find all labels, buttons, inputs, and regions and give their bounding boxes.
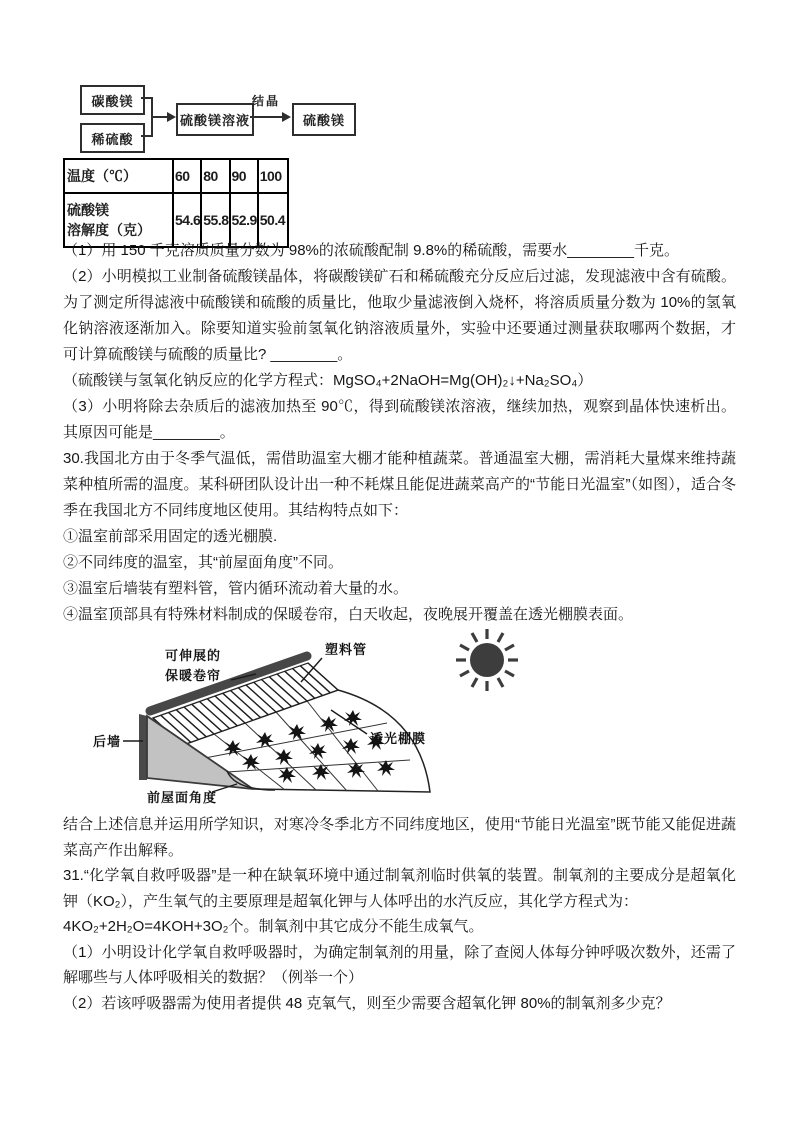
back-wall-edge <box>139 714 147 780</box>
table-row <box>64 159 288 193</box>
solubility-label-line2: 溶解度（克） <box>67 222 151 238</box>
table-temp-value: 60 <box>173 159 201 193</box>
table-header-temperature: 温度（℃） <box>64 159 173 193</box>
q31-part2: （2）若该呼吸器需为使用者提供 48 克氧气，则至少需要含超氧化钾 80%的制氧剂多少克？ <box>63 994 671 1012</box>
q31-part1: （1）小明设计化学氧自救呼吸器时，为确定制氧剂的用量，除了查阅人体每分钟呼吸次数外，还需了解哪些与人体呼吸相关的数据？（例举一个） <box>63 943 736 986</box>
connector-line <box>151 116 168 118</box>
greenhouse-diagram <box>85 628 525 810</box>
q30-feature-3: ③温室后墙装有塑料管，管内循环流动着大量的水。 <box>63 580 409 597</box>
question-29-30-text <box>63 238 736 628</box>
solubility-label-line1: 硫酸镁 <box>67 202 109 218</box>
back-wall-label: 后墙 <box>93 734 122 749</box>
table-solubility-value: 50.4 <box>258 193 288 247</box>
question-31-text <box>63 812 736 1016</box>
q30-feature-2: ②不同纬度的温室，其“前屋面角度”不同。 <box>63 554 343 571</box>
q30-feature-4: ④温室顶部具有特殊材料制成的保暖卷帘，白天收起，夜晚展开覆盖在透光棚膜表面。 <box>63 606 634 623</box>
q31-intro: 31.“化学氧自救呼吸器”是一种在缺氧环境中通过制氧剂临时供氧的装置。制氧剂的主要成分是超氧化钾（KO₂），产生氧气的主要原理是超氧化钾与人体呼出的水汽反应，其化学方程式为： <box>63 867 736 910</box>
q29-part1: （1）用 150 千克溶质质量分数为 98%的浓硫酸配制 9.8%的稀硫酸，需要水________千克。 <box>63 242 679 259</box>
q29-equation-note: （硫酸镁与氢氧化钠反应的化学方程式：MgSO₄+2NaOH=Mg(OH)₂↓+Na₂SO₄） <box>63 372 593 389</box>
table-temp-value: 100 <box>258 159 288 193</box>
connector-line <box>250 116 283 118</box>
flowchart-box-magnesium-carbonate: 碳酸镁 <box>80 85 145 115</box>
flowchart-box-dilute-sulfuric-acid: 稀硫酸 <box>80 123 145 153</box>
q30-summary: 结合上述信息并运用所学知识，对寒冷冬季北方不同纬度地区，使用“节能日光温室”既节能又能促进蔬菜高产作出解释。 <box>63 816 736 859</box>
sun-icon <box>456 629 518 691</box>
table-temp-value: 90 <box>230 159 258 193</box>
film-label: 透光棚膜 <box>370 731 427 746</box>
q30-feature-1: ①温室前部采用固定的透光棚膜. <box>63 528 278 545</box>
q29-part2: （2）小明模拟工业制备硫酸镁晶体，将碳酸镁矿石和稀硫酸充分反应后过滤，发现滤液中含有硫酸。为了测定所得滤液中硫酸镁和硫酸的质量比，他取少量滤液倒入烧杯，将溶质质量分数为 10%的氢氧化钠溶液逐渐加入。除要知道实验前氢氧化钠溶液质量外，实验中还要通过测量获取哪两个数据，才可计算硫酸镁与硫酸的质量比? ________。 <box>63 268 736 363</box>
q30-intro: 30.我国北方由于冬季气温低，需借助温室大棚才能种植蔬菜。普通温室大棚，需消耗大量煤来维持蔬菜种植所需的温度。某科研团队设计出一种不耗煤且能促进蔬菜高产的“节能日光温室”（如图），适合冬季在我国北方不同纬度地区使用。其结构特点如下： <box>63 450 736 519</box>
pipe-label: 塑料管 <box>325 642 368 657</box>
flowchart-box-magnesium-sulfate: 硫酸镁 <box>292 103 356 136</box>
table-solubility-value: 52.9 <box>230 193 258 247</box>
flowchart-crystallization-label: 结晶 <box>252 94 281 108</box>
table-temp-value: 80 <box>201 159 229 193</box>
curtain-label-line1: 可伸展的 <box>165 648 222 663</box>
flowchart-box-magnesium-sulfate-solution: 硫酸镁溶液 <box>176 103 254 136</box>
table-solubility-value: 54.6 <box>173 193 201 247</box>
flow-arrow-icon <box>282 112 291 122</box>
curtain-label-line2: 保暖卷帘 <box>165 668 222 683</box>
angle-label: 前屋面角度 <box>147 790 218 805</box>
solubility-table <box>63 158 289 248</box>
flow-arrow-icon <box>167 112 176 122</box>
q29-part3: （3）小明将除去杂质后的滤液加热至 90℃，得到硫酸镁浓溶液，继续加热，观察到晶体快速析出。其原因可能是________。 <box>63 398 736 441</box>
q31-equation: 4KO₂+2H₂O=4KOH+3O₂个。制氧剂中其它成分不能生成氧气。 <box>63 918 484 935</box>
table-solubility-value: 55.8 <box>201 193 229 247</box>
